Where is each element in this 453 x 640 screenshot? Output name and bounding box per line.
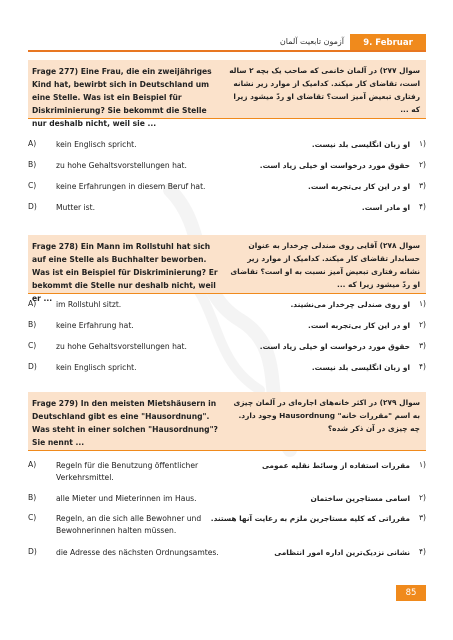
question-277-box: [28, 60, 426, 128]
option-de: Regeln für die Benutzung öffentlicher Verkehrsmittel.: [56, 461, 199, 482]
option-de: zu hohe Gehaltsvorstellungen hat.: [56, 342, 187, 351]
option-fa: مقررات استفاده از وسائط نقلیه عمومی: [261, 461, 410, 470]
question-277-de: Frage 277) Eine Frau, die ein zweijähriges Kind hat, bewirbt sich in Deutschland um eine Stelle. Was ist ein Beispiel für Diskriminierung? Sie bekommt die Stelle nur deshalb nicht, weil sie ...: [32, 67, 212, 128]
option-fa: اسامی مستاجرین ساختمان: [310, 494, 410, 503]
option-num: ۲): [418, 320, 426, 329]
option-num: ۲): [418, 493, 426, 502]
option-fa: او روی صندلی چرخدار می‌نشیند.: [290, 300, 410, 309]
option-fa: او مادر است.: [361, 203, 410, 212]
option-letter: C): [28, 181, 37, 190]
option-letter: A): [28, 139, 37, 148]
option-de: keine Erfahrungen in diesem Beruf hat.: [56, 182, 206, 191]
option-de: Mutter ist.: [56, 203, 95, 212]
page-header: [28, 34, 426, 52]
option-fa: او زبان انگلیسی بلد نیست.: [311, 363, 410, 372]
option-de: kein Englisch spricht.: [56, 140, 137, 149]
option-num: ۱): [418, 460, 426, 469]
question-278-de: Frage 278) Ein Mann im Rollstuhl hat sich auf eine Stelle als Buchhalter beworben. Was ist ein Beispiel für Diskriminierung? Er bekommt die Stelle nur deshalb nicht, weil er ...: [32, 242, 218, 303]
option-fa: او در این کار بی‌تجربه است.: [308, 182, 410, 191]
option-letter: B): [28, 493, 37, 502]
option-num: ۴): [418, 547, 426, 556]
option-num: ۲): [418, 160, 426, 169]
option-num: ۳): [418, 181, 426, 190]
option-fa: حقوق مورد درخواست او خیلی زیاد است.: [259, 342, 410, 351]
option-fa: نشانی نزدیک‌ترین اداره امور انتظامی: [274, 548, 410, 557]
header-title: آزمون تابعیت آلمان: [279, 37, 344, 46]
question-277-fa: سوال ۲۷۷) در آلمان خانمی که صاحب یک بچه ۲ ساله است، تقاضای کار میکند. کدامیک از موارد زیر نشانه رفتاری تبعیض آمیز است؟ تقاضای او ردّ میشود زیرا که ...: [229, 66, 420, 114]
option-letter: B): [28, 320, 37, 329]
option-fa: حقوق مورد درخواست او خیلی زیاد است.: [259, 161, 410, 170]
option-de: Regeln, an die sich alle Bewohner und Bewohnerinnen halten müssen.: [56, 514, 202, 535]
question-278-fa: سوال ۲۷۸) آقایی روی صندلی چرخدار به عنوان حسابدار تقاضای کار میکند. کدامیک از موارد زیر نشانه رفتاری تبعیض آمیز نسبت به او است؟ تقاضای او ردّ میشود زیرا که ...: [230, 241, 420, 289]
option-de: die Adresse des nächsten Ordnungsamtes.: [56, 548, 219, 557]
option-letter: D): [28, 202, 37, 211]
option-de: keine Erfahrung hat.: [56, 321, 134, 330]
option-de: im Rollstuhl sitzt.: [56, 300, 122, 309]
option-fa: او زبان انگلیسی بلد نیست.: [311, 140, 410, 149]
option-num: ۳): [418, 513, 426, 522]
option-num: ۴): [418, 202, 426, 211]
option-letter: A): [28, 299, 37, 308]
question-279-fa: سوال ۲۷۹) در اکثر خانه‌های اجاره‌ای در آلمان چیزی به اسم "مقررات خانه" Hausordnung وجود دارد. چه چیزی در آن ذکر شده؟: [233, 398, 420, 433]
option-num: ۴): [418, 362, 426, 371]
option-letter: D): [28, 547, 37, 556]
option-letter: C): [28, 513, 37, 522]
question-279-box: [28, 392, 426, 451]
option-num: ۳): [418, 341, 426, 350]
option-letter: A): [28, 460, 37, 469]
option-fa: مقرراتی که کلیه مستاجرین ملزم به رعایت آنها هستند.: [210, 514, 410, 523]
header-date: 9. Februar: [350, 34, 426, 52]
question-279-de: Frage 279) In den meisten Mietshäusern in Deutschland gibt es eine "Hausordnung". Was steht in einer solchen "Hausordnung"? Sie nennt ...: [32, 399, 218, 447]
option-letter: B): [28, 160, 37, 169]
option-num: ۱): [418, 299, 426, 308]
option-de: kein Englisch spricht.: [56, 363, 137, 372]
option-de: zu hohe Gehaltsvorstellungen hat.: [56, 161, 187, 170]
option-fa: او در این کار بی‌تجربه است.: [308, 321, 410, 330]
option-num: ۱): [418, 139, 426, 148]
question-278-box: [28, 235, 426, 303]
page-number: 85: [396, 585, 426, 601]
option-letter: C): [28, 341, 37, 350]
option-letter: D): [28, 362, 37, 371]
option-de: alle Mieter und Mieterinnen im Haus.: [56, 494, 197, 503]
page-footer: [28, 585, 426, 601]
header-rule: [28, 50, 426, 52]
